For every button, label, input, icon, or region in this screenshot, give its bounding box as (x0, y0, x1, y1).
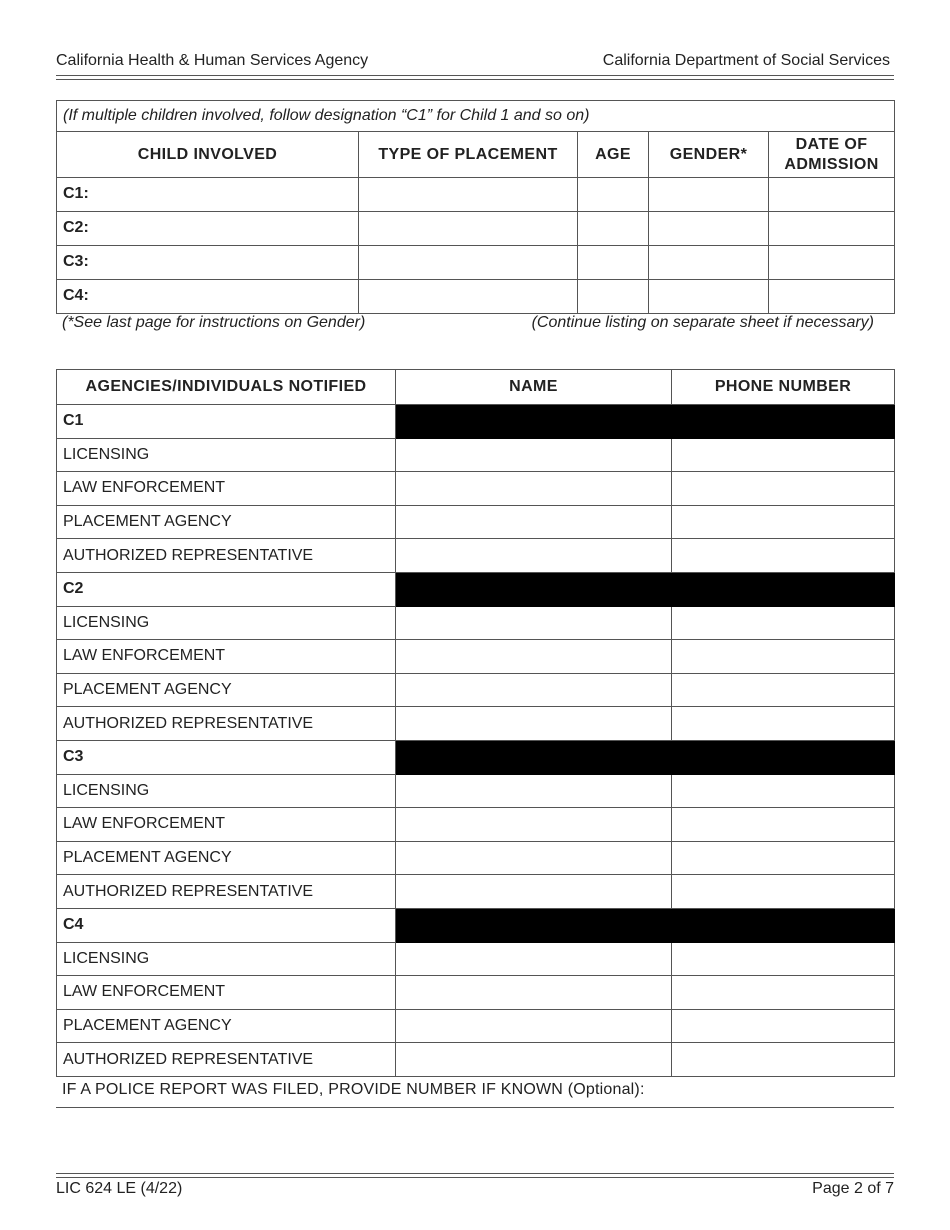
child-label: C3: (57, 246, 359, 280)
blacked-out-cell (672, 405, 895, 439)
header-agency: California Health & Human Services Agency (56, 52, 369, 69)
age-input[interactable] (578, 178, 649, 212)
agency-row (57, 774, 895, 808)
phone-input[interactable] (672, 841, 895, 875)
agency-row (57, 942, 895, 976)
child-group-row (57, 908, 895, 942)
child-group-row (57, 740, 895, 774)
agency-label: PLACEMENT AGENCY (57, 673, 396, 707)
phone-input[interactable] (672, 472, 895, 506)
col-type-of-placement: TYPE OF PLACEMENT (359, 132, 578, 178)
phone-input[interactable] (672, 606, 895, 640)
agency-label: AUTHORIZED REPRESENTATIVE (57, 875, 396, 909)
phone-input[interactable] (672, 640, 895, 674)
child-row (57, 246, 895, 280)
agency-row (57, 539, 895, 573)
col-gender: GENDER* (649, 132, 769, 178)
agency-label: LAW ENFORCEMENT (57, 808, 396, 842)
blacked-out-cell (396, 572, 672, 606)
age-input[interactable] (578, 212, 649, 246)
agency-label: PLACEMENT AGENCY (57, 841, 396, 875)
name-input[interactable] (396, 774, 672, 808)
agency-label: AUTHORIZED REPRESENTATIVE (57, 539, 396, 573)
gender-input[interactable] (649, 246, 769, 280)
agencies-notified-table (56, 369, 895, 1077)
agency-label: LAW ENFORCEMENT (57, 976, 396, 1010)
agency-label: LICENSING (57, 438, 396, 472)
agency-label: LICENSING (57, 942, 396, 976)
police-report-line[interactable] (56, 1107, 894, 1108)
name-input[interactable] (396, 472, 672, 506)
col-name: NAME (396, 370, 672, 405)
name-input[interactable] (396, 505, 672, 539)
child-row (57, 280, 895, 314)
children-involved-table (56, 100, 895, 314)
name-input[interactable] (396, 841, 672, 875)
agency-row (57, 505, 895, 539)
gender-input[interactable] (649, 178, 769, 212)
placement-input[interactable] (359, 178, 578, 212)
footer-rule-top (56, 1173, 894, 1174)
agency-label: AUTHORIZED REPRESENTATIVE (57, 707, 396, 741)
agency-row (57, 673, 895, 707)
agency-label: LICENSING (57, 774, 396, 808)
form-id: LIC 624 LE (4/22) (56, 1180, 183, 1197)
child-group-row (57, 572, 895, 606)
agency-row (57, 606, 895, 640)
agency-row (57, 472, 895, 506)
agency-row (57, 707, 895, 741)
col-age: AGE (578, 132, 649, 178)
header-rule-top (56, 75, 894, 76)
blacked-out-cell (672, 908, 895, 942)
agency-label: PLACEMENT AGENCY (57, 505, 396, 539)
multiple-children-note: (If multiple children involved, follow designation “C1” for Child 1 and so on) (57, 101, 895, 132)
phone-input[interactable] (672, 438, 895, 472)
name-input[interactable] (396, 1009, 672, 1043)
col-child-involved: CHILD INVOLVED (57, 132, 359, 178)
agency-row (57, 1043, 895, 1077)
agency-row (57, 808, 895, 842)
child-label: C4: (57, 280, 359, 314)
col-phone-number: PHONE NUMBER (672, 370, 895, 405)
police-report-prompt: IF A POLICE REPORT WAS FILED, PROVIDE NUMBER IF KNOWN (Optional): (62, 1081, 645, 1098)
placement-input[interactable] (359, 212, 578, 246)
child-row (57, 212, 895, 246)
name-input[interactable] (396, 1043, 672, 1077)
name-input[interactable] (396, 942, 672, 976)
name-input[interactable] (396, 673, 672, 707)
phone-input[interactable] (672, 774, 895, 808)
child-group-label: C4 (57, 908, 396, 942)
agency-label: LICENSING (57, 606, 396, 640)
footer-rule-bottom (56, 1177, 894, 1178)
blacked-out-cell (396, 405, 672, 439)
name-input[interactable] (396, 976, 672, 1010)
agency-label: AUTHORIZED REPRESENTATIVE (57, 1043, 396, 1077)
name-input[interactable] (396, 707, 672, 741)
age-input[interactable] (578, 280, 649, 314)
phone-input[interactable] (672, 942, 895, 976)
page-number: Page 2 of 7 (812, 1180, 894, 1197)
agency-row (57, 438, 895, 472)
agency-label: LAW ENFORCEMENT (57, 472, 396, 506)
child-group-row (57, 405, 895, 439)
child-group-label: C1 (57, 405, 396, 439)
gender-instructions-note: (*See last page for instructions on Gender) (62, 314, 366, 331)
blacked-out-cell (396, 908, 672, 942)
placement-input[interactable] (359, 246, 578, 280)
child-group-label: C3 (57, 740, 396, 774)
agency-row (57, 976, 895, 1010)
placement-input[interactable] (359, 280, 578, 314)
admission-date-input[interactable] (769, 280, 895, 314)
name-input[interactable] (396, 438, 672, 472)
phone-input[interactable] (672, 1009, 895, 1043)
phone-input[interactable] (672, 707, 895, 741)
agency-label: LAW ENFORCEMENT (57, 640, 396, 674)
blacked-out-cell (396, 740, 672, 774)
admission-date-input[interactable] (769, 212, 895, 246)
name-input[interactable] (396, 808, 672, 842)
agency-row (57, 640, 895, 674)
header-department: California Department of Social Services (602, 52, 890, 69)
age-input[interactable] (578, 246, 649, 280)
phone-input[interactable] (672, 808, 895, 842)
child-label: C2: (57, 212, 359, 246)
col-agencies-notified: AGENCIES/INDIVIDUALS NOTIFIED (57, 370, 396, 405)
agency-row (57, 875, 895, 909)
continue-listing-note: (Continue listing on separate sheet if necessary) (531, 314, 874, 331)
phone-input[interactable] (672, 875, 895, 909)
child-label: C1: (57, 178, 359, 212)
agency-row (57, 1009, 895, 1043)
admission-date-input[interactable] (769, 178, 895, 212)
agency-row (57, 841, 895, 875)
agency-label: PLACEMENT AGENCY (57, 1009, 396, 1043)
child-row (57, 178, 895, 212)
admission-date-input[interactable] (769, 246, 895, 280)
header-rule-bottom (56, 79, 894, 80)
phone-input[interactable] (672, 673, 895, 707)
blacked-out-cell (672, 572, 895, 606)
child-group-label: C2 (57, 572, 396, 606)
phone-input[interactable] (672, 539, 895, 573)
name-input[interactable] (396, 875, 672, 909)
name-input[interactable] (396, 640, 672, 674)
col-date-of-admission: DATE OF ADMISSION (769, 132, 895, 178)
gender-input[interactable] (649, 280, 769, 314)
blacked-out-cell (672, 740, 895, 774)
name-input[interactable] (396, 539, 672, 573)
name-input[interactable] (396, 606, 672, 640)
phone-input[interactable] (672, 505, 895, 539)
gender-input[interactable] (649, 212, 769, 246)
phone-input[interactable] (672, 976, 895, 1010)
phone-input[interactable] (672, 1043, 895, 1077)
